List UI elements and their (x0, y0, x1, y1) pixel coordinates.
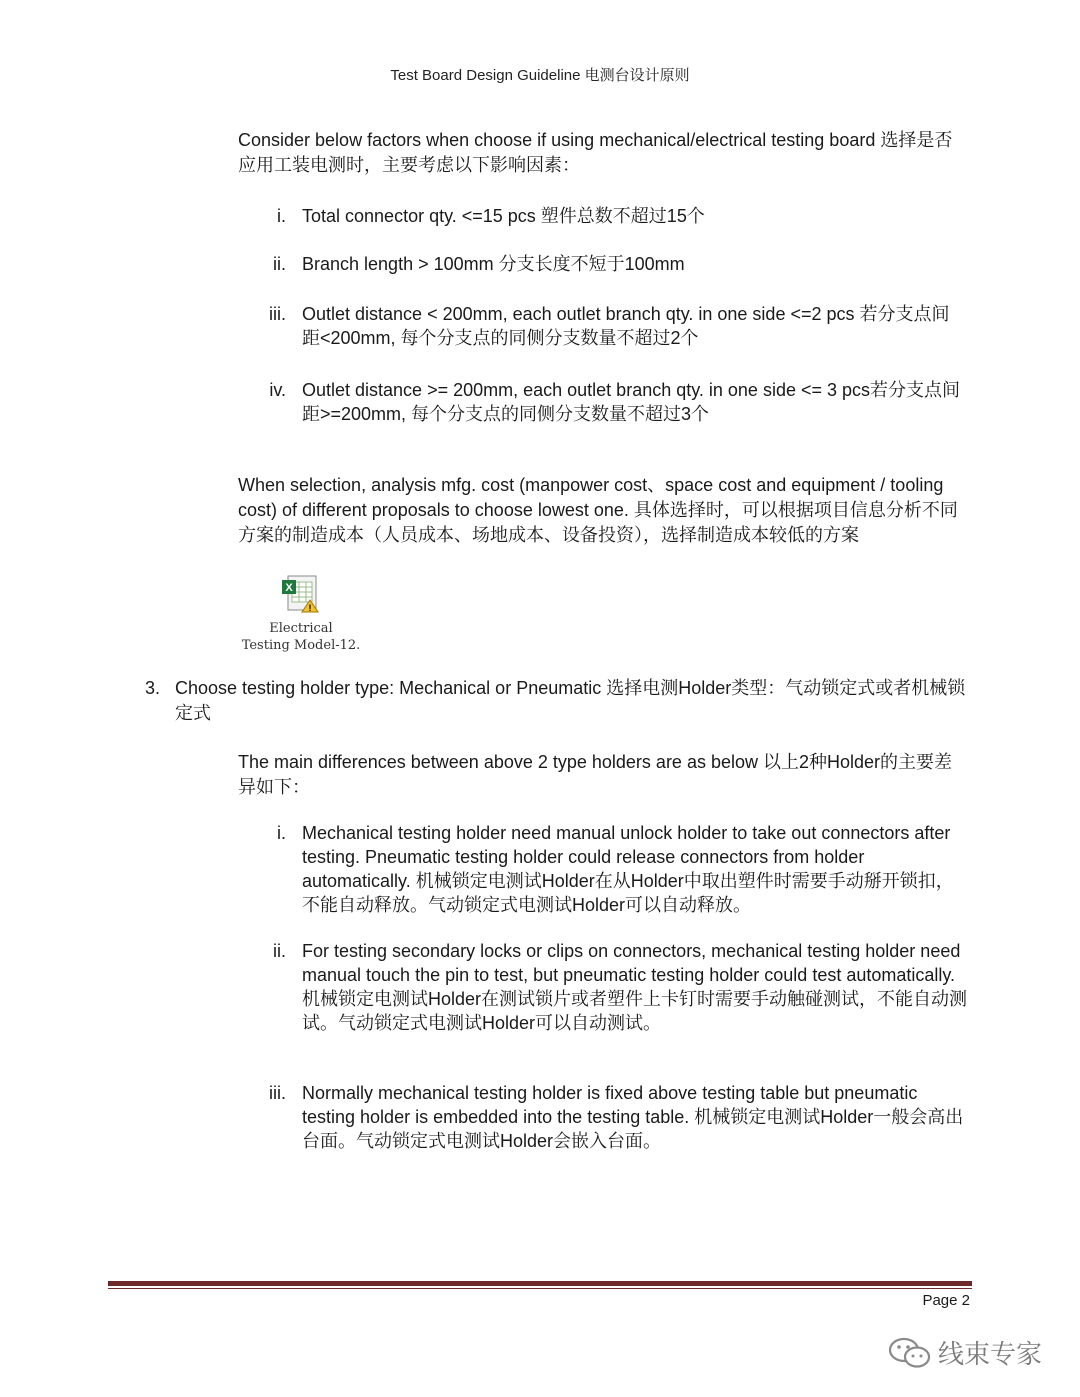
page-number: Page 2 (922, 1292, 970, 1309)
list-marker: ii. (273, 941, 286, 961)
list-item: Outlet distance >= 200mm, each outlet branch qty. in one side <= 3 pcs若分支点间距>=200mm, 每个分支点的同侧分支数量不超过3个 (302, 380, 961, 424)
section-number: 3. (144, 678, 160, 698)
section-title: Choose testing holder type: Mechanical or Pneumatic 选择电测Holder类型：气动锁定式或者机械锁定式 (175, 678, 966, 723)
list-marker: iv. (269, 380, 286, 400)
excel-file-icon (280, 574, 322, 614)
list-item: Normally mechanical testing holder is fixed above testing table but pneumatic testing holder is embedded into the testing table. 机械锁定电测试Holder一般会高出台面。气动锁定式电测试Holder会嵌入台面。 (302, 1083, 964, 1151)
list-item: Outlet distance < 200mm, each outlet branch qty. in one side <=2 pcs 若分支点间距<200mm, 每个分支点的同侧分支数量不超过2个 (302, 304, 950, 348)
attachment-caption-line2: Testing Model-12. (241, 638, 361, 653)
intro-paragraph: Consider below factors when choose if using mechanical/electrical testing board 选择是否应用工装电测时，主要考虑以下影响因素： (238, 130, 953, 175)
list-marker: i. (277, 206, 286, 226)
list-item: Mechanical testing holder need manual unlock holder to take out connectors after testing. Pneumatic testing holder could release connectors from holder automatically. 机械锁定电测试Holder在从Holder中取出塑件时需要手动掰开锁扣，不能自动释放。气动锁定式电测试Holder可以自动释放。 (302, 823, 954, 915)
list-marker: iii. (269, 1083, 286, 1103)
list-item: Branch length > 100mm 分支长度不短于100mm (302, 254, 685, 274)
selection-paragraph: When selection, analysis mfg. cost (manpower cost、space cost and equipment / tooling cost) of different proposals to choose lowest one. 具体选择时，可以根据项目信息分析不同方案的制造成本（人员成本、场地成本、设备投资），选择制造成本较低的方案 (238, 475, 958, 545)
list-item: Total connector qty. <=15 pcs 塑件总数不超过15个 (302, 206, 705, 226)
wechat-icon (888, 1336, 932, 1370)
list-item: For testing secondary locks or clips on connectors, mechanical testing holder need manual touch the pin to test, but pneumatic testing holder could test automatically. 机械锁定电测试Holder在测试锁片或者塑件上卡钉时需要手动触碰测试，不能自动测试。气动锁定式电测试Holder可以自动测试。 (302, 941, 968, 1033)
section-intro: The main differences between above 2 type holders are as below 以上2种Holder的主要差异如下： (238, 752, 953, 797)
watermark (888, 1334, 1042, 1371)
footer-rule-thin (108, 1288, 972, 1289)
page-header: Test Board Design Guideline 电测台设计原则 (390, 67, 690, 84)
svg-text:!: ! (308, 603, 312, 613)
svg-text:X: X (285, 582, 293, 594)
list-marker: iii. (269, 304, 286, 324)
list-marker: ii. (273, 254, 286, 274)
attachment-caption-line1: Electrical (269, 621, 333, 636)
watermark-text: 线束专家 (938, 1339, 1043, 1369)
footer-rule (108, 1281, 972, 1286)
excel-attachment[interactable] (236, 574, 366, 653)
list-marker: i. (277, 823, 286, 843)
